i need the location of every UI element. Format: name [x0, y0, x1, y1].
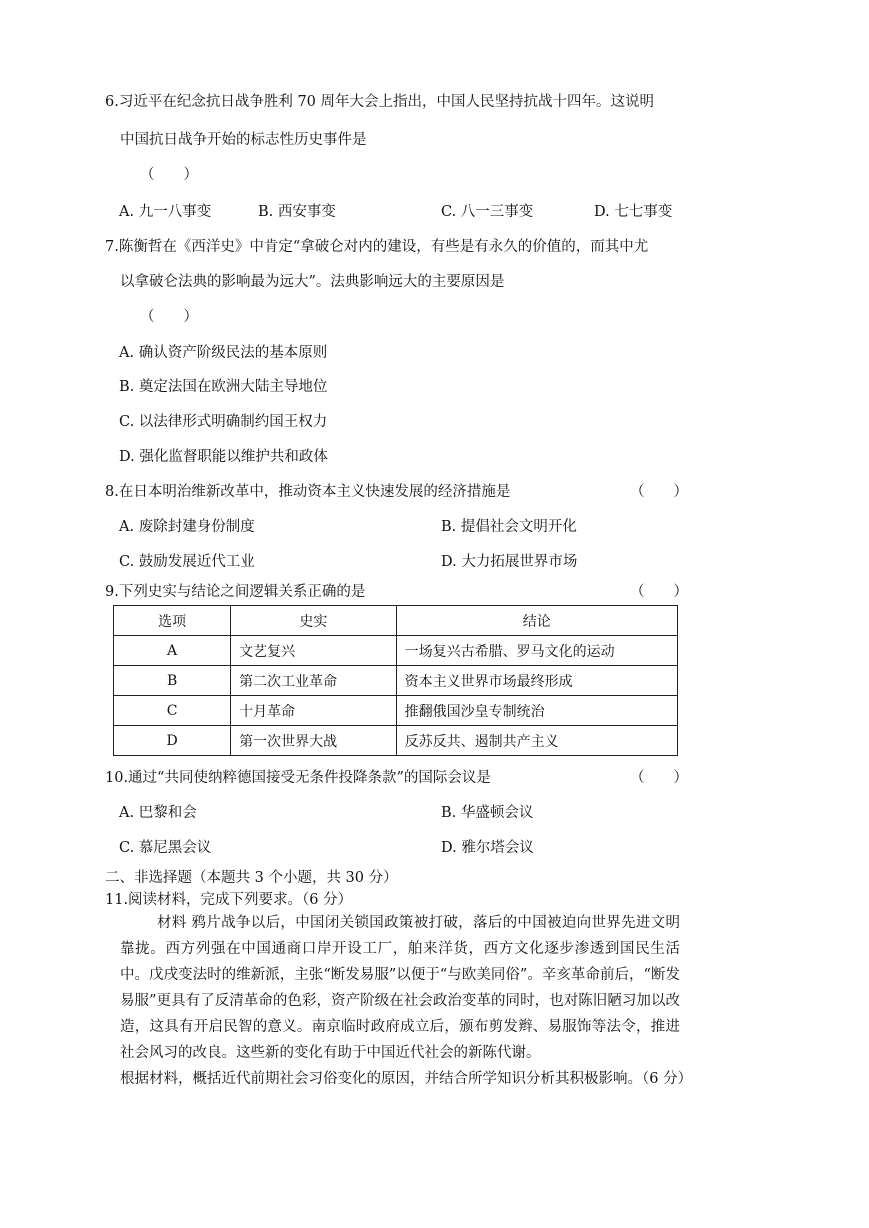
q6-option-d: D. 七七事变 — [594, 204, 673, 220]
row-option: D — [114, 726, 231, 756]
q8-option-c: C. 鼓励发展近代工业 — [119, 554, 255, 570]
table-row — [114, 666, 678, 696]
q11-question: 根据材料，概括近代前期社会习俗变化的原因，并结合所学知识分析其积极影响。（6 分） — [120, 1071, 693, 1087]
table-row — [114, 636, 678, 666]
q7-stem-line1: 7.陈衡哲在《西洋史》中肯定“拿破仑对内的建设，有些是有永久的价值的，而其中尤 — [105, 239, 649, 255]
q7-stem-line2: 以拿破仑法典的影响最为远大”。法典影响远大的主要原因是 — [120, 274, 505, 290]
q10-option-b: B. 华盛顿会议 — [441, 805, 534, 821]
history-facts-table — [113, 605, 678, 756]
q8-option-b: B. 提倡社会文明开化 — [441, 519, 577, 535]
row-fact: 文艺复兴 — [231, 636, 396, 666]
row-option: B — [114, 666, 231, 696]
q6-option-b: B. 西安事变 — [258, 204, 336, 220]
row-conclusion: 反苏反共、遏制共产主义 — [396, 726, 677, 756]
q7-answer-paren: （ ） — [140, 309, 198, 325]
q11-material: 材料 鸦片战争以后，中国闭关锁国政策被打破，落后的中国被迫向世界先进文明靠拢。西方列强在中国通商口岸开设工厂，舶来洋货，西方文化逐步渗透到国民生活中。戊戌变法时的维新派，主张“断发易服”以便于“与欧美同俗”。辛亥革命前后，“断发易服”更具有了反清革命的色彩，资产阶级在社会政治变革的同时，也对陈旧陋习加以改造，这具有开启民智的意义。南京临时政府成立后，颁布剪发辫、易服饰等法令，推进社会风习的改良。这些新的变化有助于中国近代社会的新陈代谢。 — [120, 915, 680, 1061]
row-fact: 第一次世界大战 — [231, 726, 396, 756]
row-option: A — [114, 636, 231, 666]
q6-answer-paren: （ ） — [140, 167, 198, 183]
row-option: C — [114, 696, 231, 726]
q9-answer-paren: （ ） — [630, 584, 688, 600]
row-conclusion: 一场复兴古希腊、罗马文化的运动 — [396, 636, 677, 666]
q8-answer-paren: （ ） — [630, 484, 688, 500]
q7-option-a: A. 确认资产阶级民法的基本原则 — [119, 345, 328, 361]
q7-option-c: C. 以法律形式明确制约国王权力 — [119, 414, 328, 430]
row-conclusion: 推翻俄国沙皇专制统治 — [396, 696, 677, 726]
q8-option-d: D. 大力拓展世界市场 — [441, 554, 578, 570]
row-fact: 十月革命 — [231, 696, 396, 726]
q10-option-d: D. 雅尔塔会议 — [441, 840, 534, 856]
header-conclusion: 结论 — [396, 606, 677, 636]
q6-stem-line2: 中国抗日战争开始的标志性历史事件是 — [120, 132, 367, 148]
q7-option-d: D. 强化监督职能以维护共和政体 — [119, 449, 328, 465]
q6-stem-line1: 6.习近平在纪念抗日战争胜利 70 周年大会上指出，中国人民坚持抗战十四年。这说明 — [105, 94, 655, 110]
q9-stem: 9.下列史实与结论之间逻辑关系正确的是 — [105, 584, 366, 600]
header-fact: 史实 — [231, 606, 396, 636]
q6-option-a: A. 九一八事变 — [119, 204, 212, 220]
row-conclusion: 资本主义世界市场最终形成 — [396, 666, 677, 696]
q10-option-c: C. 慕尼黑会议 — [119, 840, 212, 856]
q11-stem: 11.阅读材料，完成下列要求。（6 分） — [105, 892, 353, 908]
q8-option-a: A. 废除封建身份制度 — [119, 519, 255, 535]
q7-option-b: B. 奠定法国在欧洲大陆主导地位 — [119, 379, 328, 395]
header-option: 选项 — [114, 606, 231, 636]
q6-option-c: C. 八一三事变 — [441, 204, 534, 220]
q10-option-a: A. 巴黎和会 — [119, 805, 197, 821]
q8-stem: 8.在日本明治维新改革中，推动资本主义快速发展的经济措施是 — [105, 484, 511, 500]
table-row — [114, 696, 678, 726]
section-title: 二、非选择题（本题共 3 个小题，共 30 分） — [105, 870, 398, 886]
q10-answer-paren: （ ） — [630, 770, 688, 786]
table-row — [114, 726, 678, 756]
table-header-row — [114, 606, 678, 636]
q10-stem: 10.通过“共同使纳粹德国接受无条件投降条款”的国际会议是 — [105, 770, 491, 786]
row-fact: 第二次工业革命 — [231, 666, 396, 696]
